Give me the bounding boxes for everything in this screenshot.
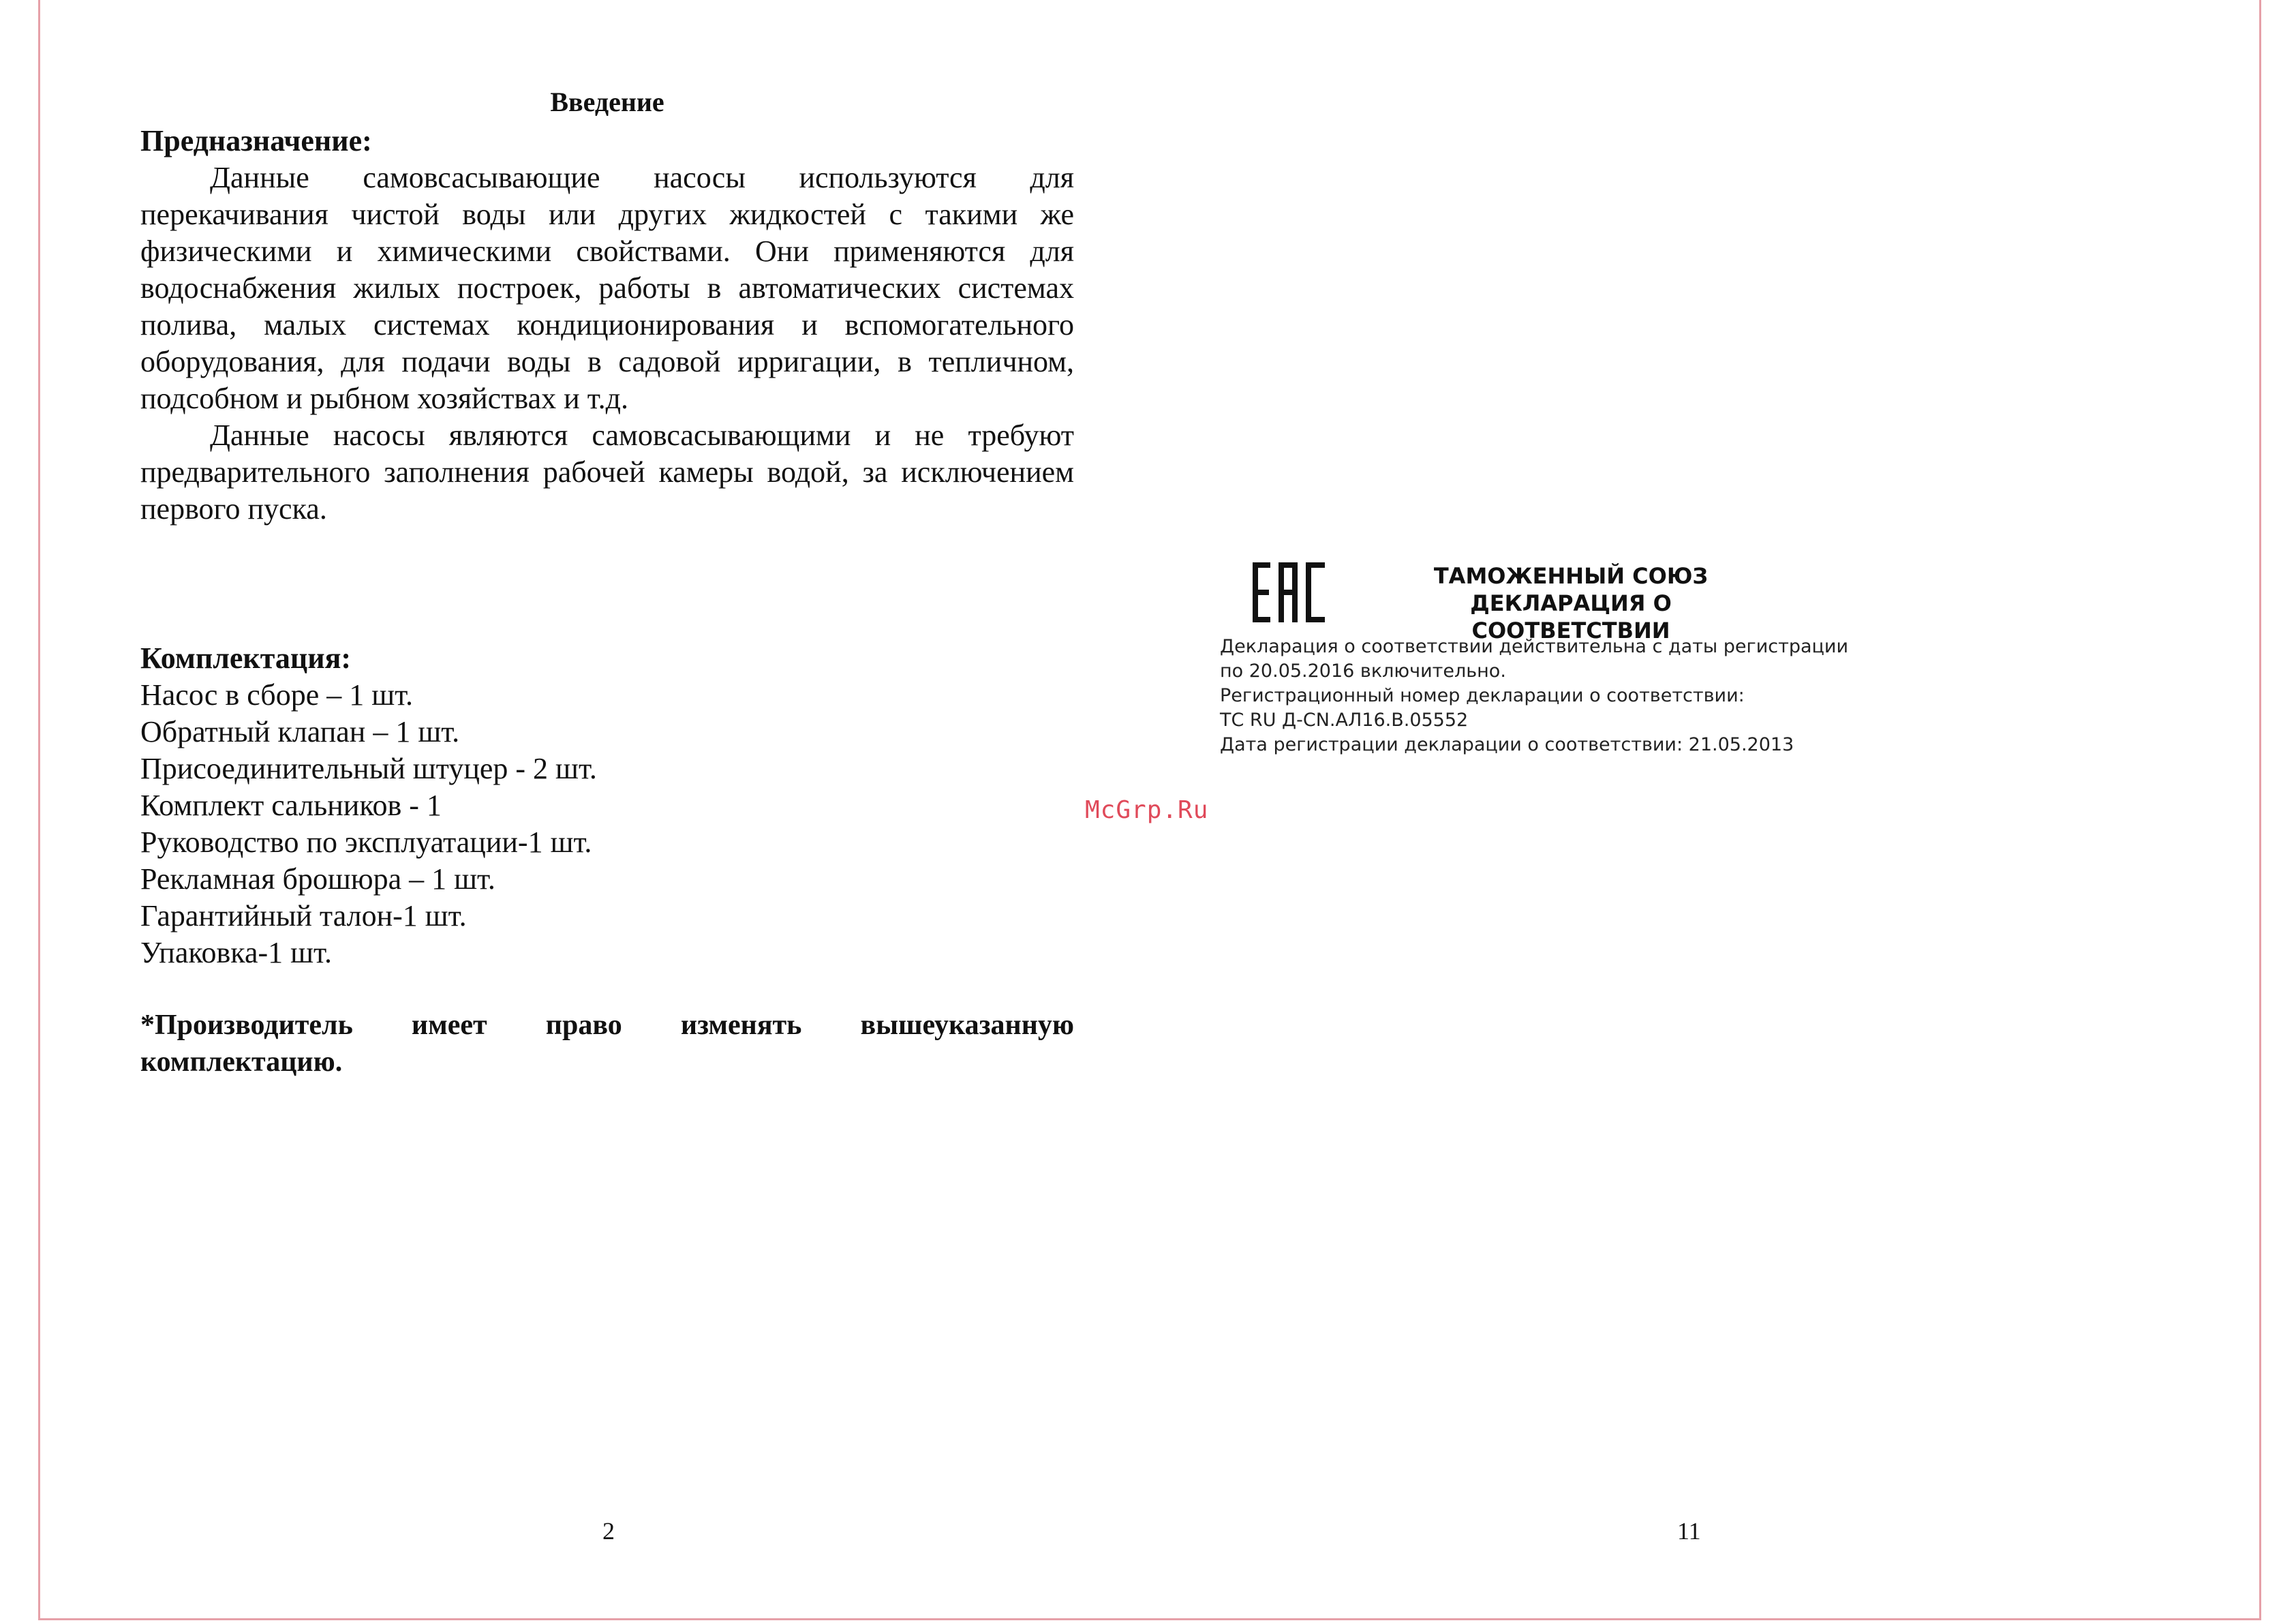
manufacturer-note: *Производитель имеет право изменять вышеуказанную комплектацию. <box>140 1010 1074 1078</box>
purpose-paragraph-1: Данные самовсасывающие насосы используются для перекачивания чистой воды или других жидкостей с такими же физическими и химическими свойствами. Они применяются для водоснабжения жилых построек, работы в автоматических системах полива, малых системах кондиционирования и вспомогательного оборудования, для подачи воды в садовой ирригации, в тепличном, подсобном и рыбном хозяйствах и т.д. <box>140 161 1074 415</box>
eac-line: по 20.05.2016 включительно. <box>1220 661 1506 682</box>
eac-details <box>1220 635 1901 757</box>
kit-item: Упаковка-1 шт. <box>140 936 332 969</box>
page-number-right: 11 <box>1677 1517 1701 1545</box>
kit-item: Гарантийный талон-1 шт. <box>140 899 467 932</box>
kit-item: Рекламная брошюра – 1 шт. <box>140 862 495 896</box>
intro-title: Введение <box>550 87 664 117</box>
watermark: McGrp.Ru <box>1085 796 1209 824</box>
purpose-paragraph-2: Данные насосы являются самовсасывающими и не требуют предварительного заполнения рабочей камеры водой, за исключением первого пуска. <box>140 419 1074 526</box>
eac-heading <box>1390 562 1751 644</box>
page-number-left: 2 <box>602 1517 615 1545</box>
kit-heading: Комплектация: <box>140 641 352 675</box>
eac-line: Декларация о соответствии действительна с даты регистрации <box>1220 636 1849 657</box>
kit-item: Руководство по эксплуатации-1 шт. <box>140 825 592 859</box>
eac-heading-line2: ДЕКЛАРАЦИЯ О СООТВЕТСТВИИ <box>1470 590 1672 643</box>
eac-line: Регистрационный номер декларации о соответствии: <box>1220 685 1745 706</box>
eac-line: Дата регистрации декларации о соответствии: 21.05.2013 <box>1220 734 1794 755</box>
kit-item: Насос в сборе – 1 шт. <box>140 678 414 712</box>
eac-logo <box>1253 562 1328 626</box>
kit-item: Присоединительный штуцер - 2 шт. <box>140 752 597 785</box>
eac-line: ТС RU Д-CN.АЛ16.В.05552 <box>1220 710 1469 731</box>
kit-section <box>140 640 1074 971</box>
left-page <box>140 82 1074 528</box>
purpose-heading: Предназначение: <box>140 124 372 157</box>
eac-heading-line1: ТАМОЖЕННЫЙ СОЮЗ <box>1433 563 1709 589</box>
kit-item: Обратный клапан – 1 шт. <box>140 715 460 748</box>
kit-item: Комплект сальников - 1 <box>140 789 442 822</box>
